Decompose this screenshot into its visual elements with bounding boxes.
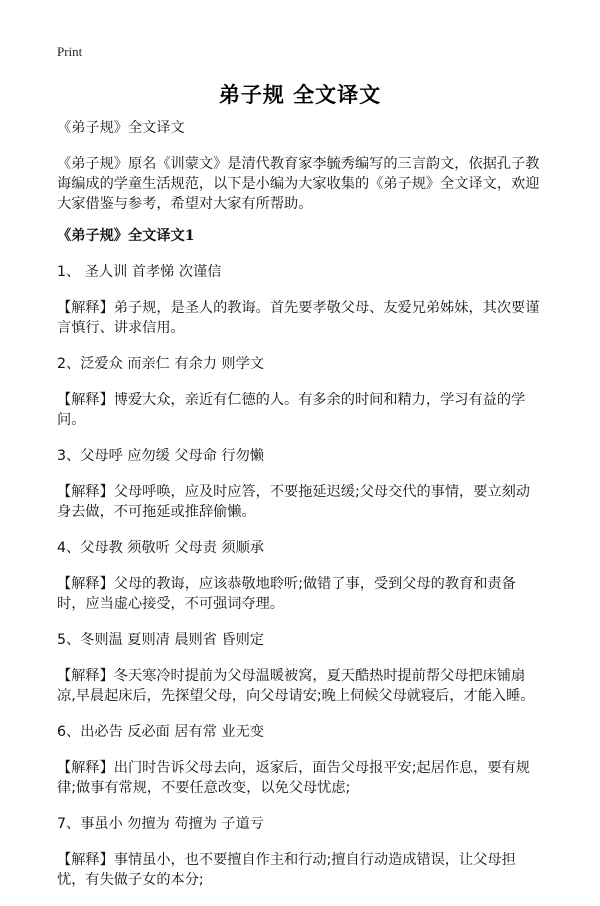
explanation-text: 冬天寒冷时提前为父母温暖被窝，夏天酷热时提前帮父母把床铺扇凉,早晨起床后，先探望父母，向父母请安;晚上伺候父母就寝后，才能入睡。 — [57, 668, 535, 704]
explanation-paragraph — [57, 574, 543, 614]
explanation-text: 出门时告诉父母去向，返家后，面告父母报平安;起居作息，要有规律;做事有常规，不要任意改变，以免父母忧虑; — [57, 760, 530, 796]
page-title: 弟子规 全文译文 — [218, 83, 382, 107]
explanation-tag: 【解释】 — [57, 852, 114, 868]
explanation-paragraph — [57, 390, 543, 430]
verse-line: 4、父母教 须敬听 父母责 须顺承 — [57, 540, 264, 556]
explanation-paragraph — [57, 666, 543, 706]
explanation-tag: 【解释】 — [57, 392, 114, 408]
explanation-paragraph — [57, 298, 543, 338]
explanation-text: 父母的教诲，应该恭敬地聆听;做错了事，受到父母的教育和责备时，应当虚心接受，不可强词夺理。 — [57, 576, 516, 612]
print-label: Print — [57, 44, 83, 59]
explanation-text: 博爱大众，亲近有仁德的人。有多余的时间和精力，学习有益的学问。 — [57, 392, 526, 428]
verse-line: 1、 圣人训 首孝悌 次谨信 — [57, 264, 222, 280]
verse-line: 5、冬则温 夏则凊 晨则省 昏则定 — [57, 632, 264, 648]
doc-intro: 《弟子规》原名《训蒙文》是清代教育家李毓秀编写的三言韵文，依据孔子教诲编成的学童生活规范，以下是小编为大家收集的《弟子规》全文译文，欢迎大家借鉴与参考，希望对大家有所帮助。 — [57, 156, 540, 212]
verse-line: 6、出必告 反必面 居有常 业无变 — [57, 724, 264, 740]
explanation-tag: 【解释】 — [57, 576, 114, 592]
explanation-tag: 【解释】 — [57, 760, 114, 776]
verse-line: 2、泛爱众 而亲仁 有余力 则学文 — [57, 356, 264, 372]
doc-subtitle: 《弟子规》全文译文 — [57, 120, 185, 136]
explanation-text: 弟子规，是圣人的教诲。首先要孝敬父母、友爱兄弟姊妹，其次要谨言慎行、讲求信用。 — [57, 300, 540, 336]
explanation-text: 事情虽小，也不要擅自作主和行动;擅自行动造成错误，让父母担忧，有失做子女的本分; — [57, 852, 516, 888]
explanation-tag: 【解释】 — [57, 484, 114, 500]
explanation-paragraph — [57, 850, 543, 890]
verse-line: 7、事虽小 勿擅为 苟擅为 子道亏 — [57, 816, 264, 832]
explanation-tag: 【解释】 — [57, 300, 114, 316]
explanation-tag: 【解释】 — [57, 668, 114, 684]
document-body — [57, 118, 543, 906]
explanation-paragraph — [57, 482, 543, 522]
section-heading: 《弟子规》全文译文1 — [57, 228, 195, 244]
explanation-text: 父母呼唤，应及时应答，不要拖延迟缓;父母交代的事情，要立刻动身去做，不可拖延或推辞偷懒。 — [57, 484, 530, 520]
verse-line: 3、父母呼 应勿缓 父母命 行勿懒 — [57, 448, 264, 464]
explanation-paragraph — [57, 758, 543, 798]
